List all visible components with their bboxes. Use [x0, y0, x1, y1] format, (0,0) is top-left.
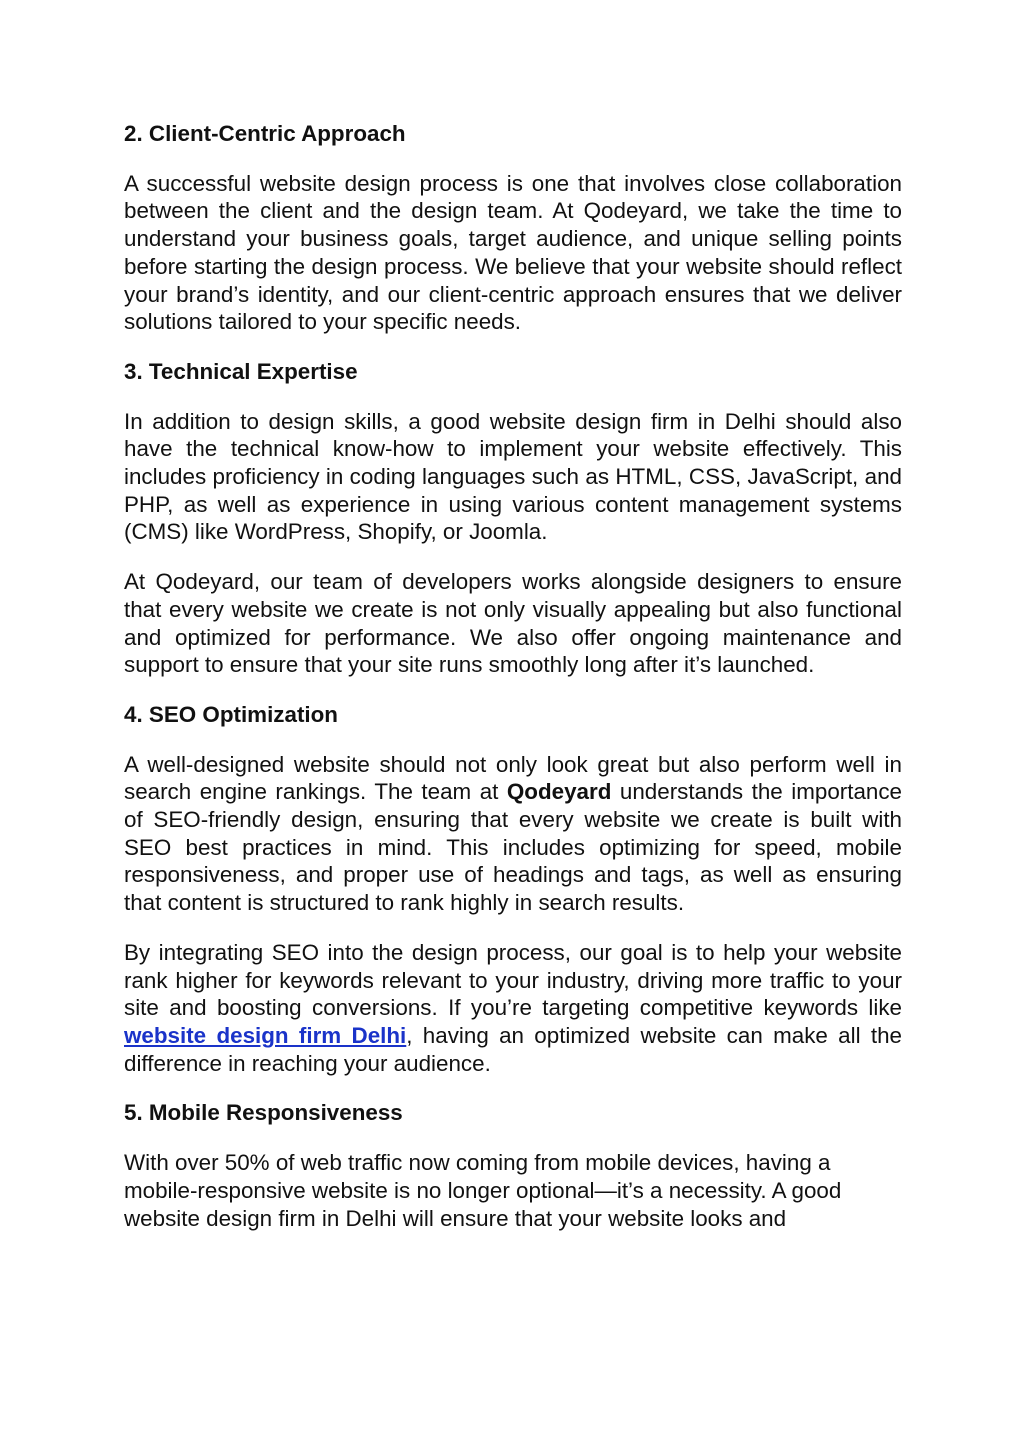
paragraph — [124, 939, 902, 1078]
section-seo-optimization — [124, 701, 902, 1077]
paragraph-text: understands the importance of SEO-friendly design, ensuring that every website we create is built with SEO best practices in mind. This includes optimizing for speed, mobile responsiveness, and proper use of headings and tags, as well as ensuring that content is structured to rank highly in search results. — [124, 779, 902, 916]
website-design-firm-link[interactable]: website design firm Delhi — [124, 1022, 407, 1048]
brand-name: Qodeyard — [506, 779, 612, 805]
paragraph: With over 50% of web traffic now coming from mobile devices, having a mobile-responsive website is no longer optional—it’s a necessity. A good website design firm in Delhi will ensure that your website looks and — [124, 1150, 842, 1231]
section-client-centric-approach — [124, 120, 902, 336]
paragraph-text: , having an optimized website can make all the difference in reaching your audience. — [124, 1022, 902, 1076]
paragraph: A successful website design process is one that involves close collaboration between the client and the design team. At Qodeyard, we take the time to understand your business goals, target audience, and unique selling points before starting the design process. We believe that your website should reflect your brand’s identity, and our client-centric approach ensures that we deliver solutions tailored to your specific needs. — [124, 170, 902, 335]
section-heading: 3. Technical Expertise — [124, 358, 358, 384]
paragraph: At Qodeyard, our team of developers works alongside designers to ensure that every website we create is not only visually appealing but also functional and optimized for performance. We also offer ongoing maintenance and support to ensure that your site runs smoothly long after it’s launched. — [124, 569, 902, 678]
paragraph-text: By integrating SEO into the design process, our goal is to help your website rank higher for keywords relevant to your industry, driving more traffic to your site and boosting conversions. If you’re targeting competitive keywords like — [124, 939, 902, 1021]
paragraph: In addition to design skills, a good website design firm in Delhi should also have the technical know-how to implement your website effectively. This includes proficiency in coding languages such as HTML, CSS, JavaScript, and PHP, as well as experience in using various content management systems (CMS) like WordPress, Shopify, or Joomla. — [124, 408, 902, 545]
paragraph — [124, 751, 902, 917]
section-mobile-responsiveness — [124, 1099, 902, 1232]
document-page — [124, 120, 902, 1254]
section-technical-expertise — [124, 358, 902, 679]
section-heading: 5. Mobile Responsiveness — [124, 1100, 403, 1126]
section-heading: 4. SEO Optimization — [124, 701, 338, 727]
section-heading: 2. Client-Centric Approach — [124, 121, 406, 146]
paragraph-text: A well-designed website should not only look great but also perform well in search engine rankings. The team at — [124, 751, 902, 805]
